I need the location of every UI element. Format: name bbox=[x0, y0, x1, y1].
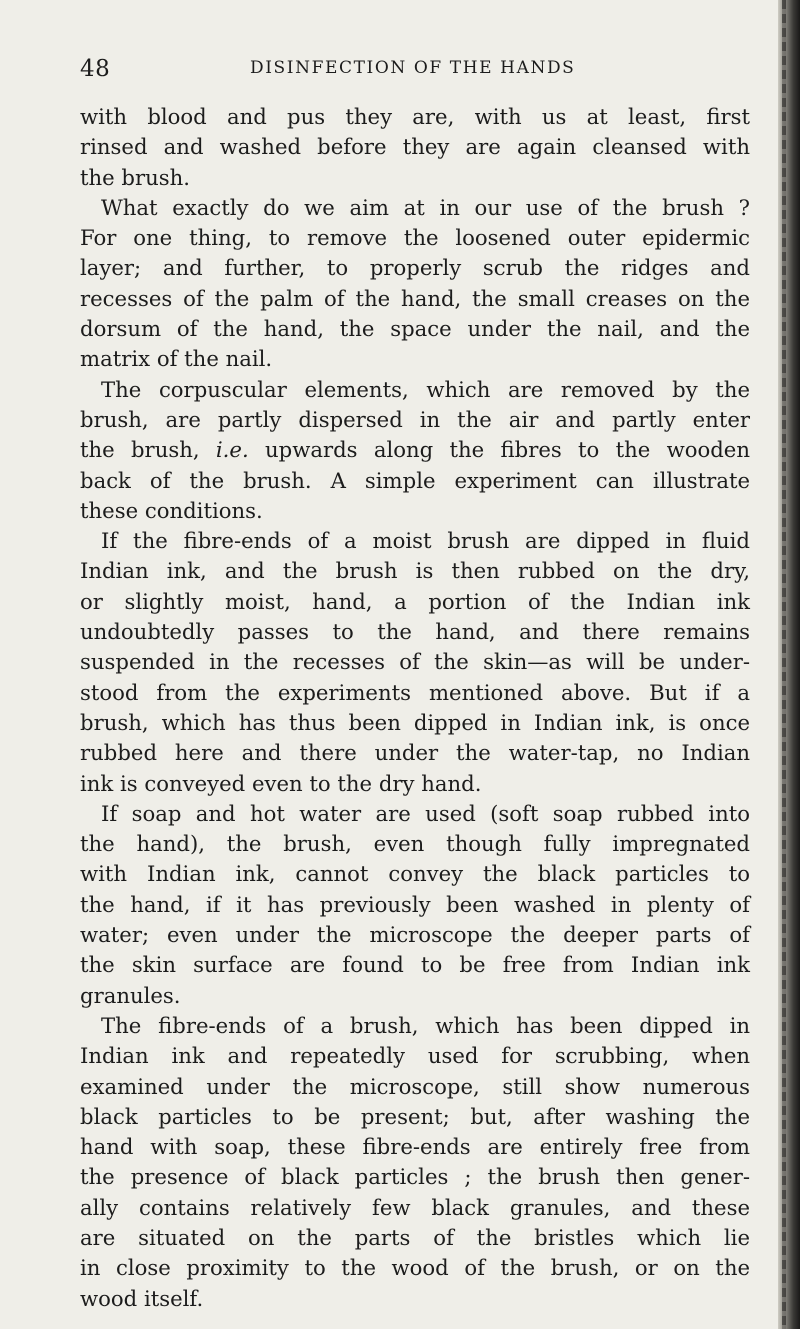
text-line: brush, which has thus been dipped in Indian ink, is once bbox=[80, 709, 750, 735]
text-line: If the fibre-ends of a moist brush are dipped in fluid bbox=[101, 528, 750, 554]
running-head: DISINFECTION OF THE HANDS bbox=[250, 58, 576, 78]
text-line: layer; and further, to properly scrub the ridges and bbox=[80, 255, 750, 281]
text-line: or slightly moist, hand, a portion of the Indian ink bbox=[80, 588, 750, 614]
text-line: in close proximity to the wood of the brush, or on the bbox=[80, 1255, 750, 1281]
text-line: with blood and pus they are, with us at least, first bbox=[80, 104, 750, 129]
text-line: The fibre-ends of a brush, which has been dipped in bbox=[101, 1012, 750, 1038]
text-line: Indian ink and repeatedly used for scrubbing, when bbox=[80, 1043, 750, 1069]
text-line: granules. bbox=[80, 982, 181, 1008]
text-line: ally contains relatively few black granules, and these bbox=[80, 1194, 750, 1220]
text-line: are situated on the parts of the bristles which lie bbox=[80, 1224, 750, 1250]
text-line: matrix of the nail. bbox=[80, 346, 273, 372]
text-line: For one thing, to remove the loosened outer epidermic bbox=[80, 225, 750, 251]
page-number: 48 bbox=[80, 56, 111, 82]
text-line: hand with soap, these fibre-ends are entirely free from bbox=[80, 1134, 750, 1160]
text-line: dorsum of the hand, the space under the nail, and the bbox=[80, 316, 750, 342]
text-line: suspended in the recesses of the skin—as will be under- bbox=[80, 649, 750, 675]
text-line: brush, are partly dispersed in the air and partly enter bbox=[80, 406, 750, 432]
text-line: the presence of black particles ; the brush then gener- bbox=[80, 1164, 750, 1190]
text-line: the skin surface are found to be free from Indian ink bbox=[80, 952, 750, 978]
text-line: Indian ink, and the brush is then rubbed on the dry, bbox=[80, 558, 750, 584]
text-line: the brush. bbox=[80, 164, 191, 190]
binding-edge-shadow bbox=[782, 0, 786, 1329]
text-line: undoubtedly passes to the hand, and there remains bbox=[80, 619, 750, 645]
text-line: black particles to be present; but, after washing the bbox=[80, 1103, 750, 1129]
text-line: wood itself. bbox=[80, 1285, 204, 1311]
text-line: ink is conveyed even to the dry hand. bbox=[80, 770, 482, 796]
text-line: stood from the experiments mentioned above. But if a bbox=[80, 679, 750, 705]
text-line: The corpuscular elements, which are removed by the bbox=[101, 376, 750, 402]
text-line: back of the brush. A simple experiment can illustrate bbox=[80, 467, 750, 493]
text-line: with Indian ink, cannot convey the black particles to bbox=[80, 861, 750, 887]
text-line: examined under the microscope, still show numerous bbox=[80, 1073, 750, 1099]
body-text bbox=[80, 102, 750, 1314]
text-line: the hand, if it has previously been washed in plenty of bbox=[80, 891, 750, 917]
page-header bbox=[80, 56, 770, 88]
text-line: the hand), the brush, even though fully impregnated bbox=[80, 831, 750, 857]
text-line: What exactly do we aim at in our use of the brush ? bbox=[101, 194, 750, 220]
text-line: rubbed here and there under the water-tap, no Indian bbox=[80, 740, 750, 766]
text-line: the brush, i.e. upwards along the fibres to the wooden bbox=[80, 437, 750, 463]
text-line: these conditions. bbox=[80, 497, 263, 523]
text-line: If soap and hot water are used (soft soap rubbed into bbox=[101, 800, 750, 826]
text-line: recesses of the palm of the hand, the small creases on the bbox=[80, 285, 750, 311]
text-line: water; even under the microscope the deeper parts of bbox=[80, 922, 750, 948]
text-line: rinsed and washed before they are again cleansed with bbox=[80, 134, 750, 160]
